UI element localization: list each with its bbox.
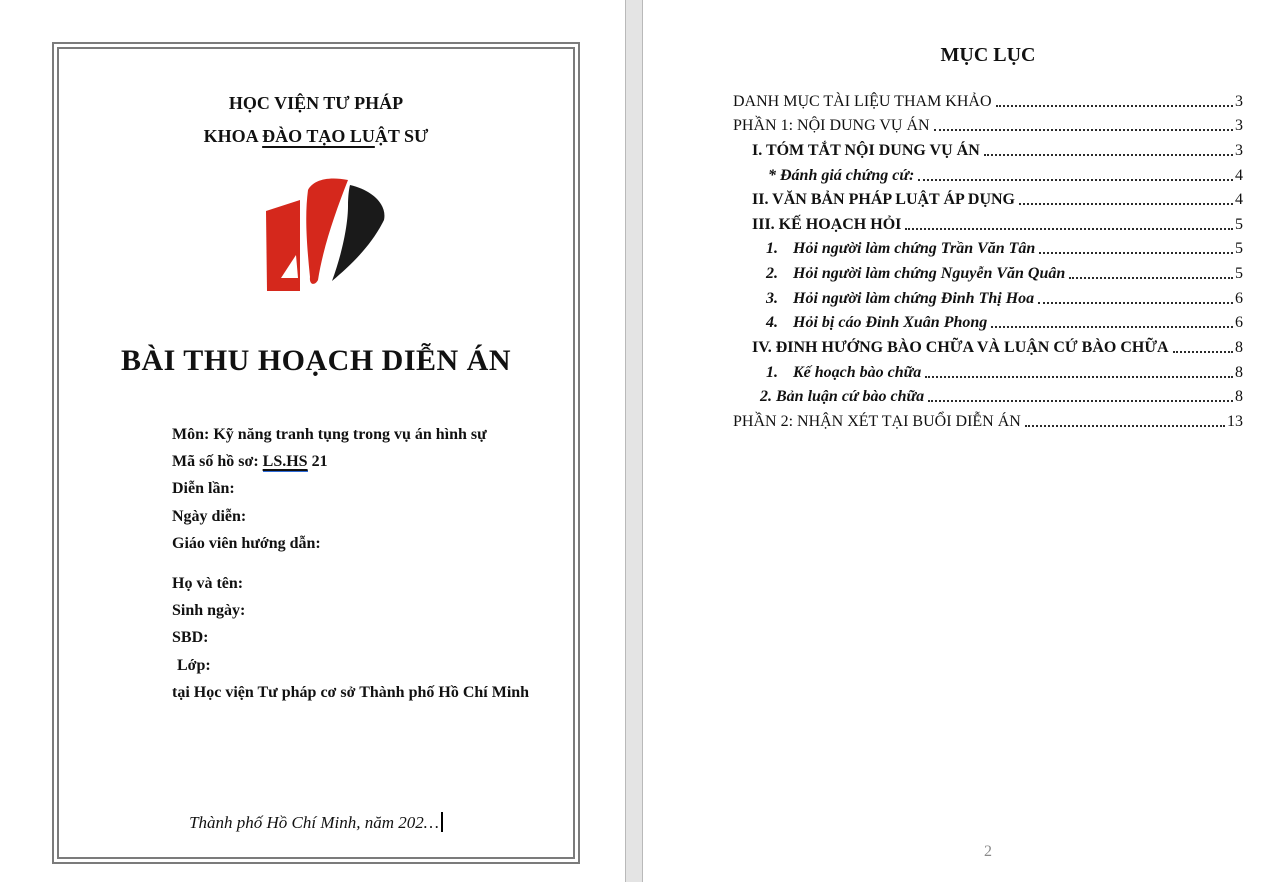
toc-entry-page: 8 (1235, 363, 1243, 381)
toc-entry-page: 5 (1235, 215, 1243, 233)
cover-field-line: Diễn lần: (172, 480, 235, 498)
dot-leader (925, 376, 1233, 378)
toc-entry-label: IV. ĐINH HƯỚNG BÀO CHỮA VÀ LUẬN CỨ BÀO CHỮA (752, 339, 1169, 357)
toc-entry-label: PHẦN 1: NỘI DUNG VỤ ÁN (733, 117, 930, 135)
dot-leader (918, 179, 1233, 181)
toc-entry-page: 6 (1235, 289, 1243, 307)
department-suffix: ẬT SƯ (374, 126, 429, 146)
toc-entry-page: 4 (1235, 191, 1243, 209)
toc-entry-label: Hỏi người làm chứng Trần Văn Tân (793, 240, 1036, 258)
toc-page[interactable] (643, 0, 1276, 882)
cover-page[interactable] (0, 0, 625, 882)
page-number: 2 (984, 843, 992, 860)
department-prefix: KHOA (203, 126, 263, 146)
toc-title: MỤC LỤC (940, 44, 1036, 66)
department-heading (52, 126, 580, 147)
toc-entry-label: DANH MỤC TÀI LIỆU THAM KHẢO (733, 92, 992, 110)
toc-entry-page: 13 (1227, 412, 1243, 430)
toc-entry-number: 1. (766, 363, 778, 381)
toc-entry-page: 8 (1235, 388, 1243, 406)
case-file-code: LS.HS (262, 453, 308, 471)
toc-entry[interactable] (733, 406, 1243, 431)
toc-entries (733, 86, 1243, 431)
cover-field-line: tại Học viện Tư pháp cơ sở Thành phố Hồ Chí Minh (172, 683, 530, 701)
cover-field-line: Sinh ngày: (172, 602, 246, 620)
dot-leader (1025, 425, 1225, 427)
dot-leader (996, 105, 1233, 107)
cover-field-line (172, 448, 487, 475)
dot-leader (928, 400, 1233, 402)
toc-entry[interactable] (760, 382, 1243, 407)
toc-entry[interactable] (752, 185, 1243, 210)
toc-entry-label: 2. Bản luận cứ bào chữa (760, 388, 925, 406)
page-gap-divider (625, 0, 643, 882)
toc-entry[interactable] (766, 357, 1243, 382)
toc-entry-label: Kế hoạch bào chữa (793, 363, 922, 381)
cover-field-line: Ngày diễn: (172, 507, 247, 525)
toc-entry[interactable] (766, 283, 1243, 308)
dot-leader (905, 228, 1233, 230)
cover-field-line: Họ và tên: (172, 575, 244, 592)
hoc-vien-tu-phap-logo (253, 168, 403, 303)
toc-entry[interactable] (752, 135, 1243, 160)
toc-entry-page: 3 (1235, 141, 1243, 159)
toc-entry[interactable] (752, 209, 1243, 234)
toc-entry-page: 3 (1235, 92, 1243, 110)
toc-entry[interactable] (768, 160, 1243, 185)
dot-leader (991, 326, 1233, 328)
toc-entry-label: III. KẾ HOẠCH HỎI (752, 215, 902, 233)
field-suffix: 21 (307, 453, 328, 471)
cover-field-line: SBD: (172, 629, 209, 647)
cover-field-line: Lớp: (177, 656, 211, 674)
cover-field-line: Giáo viên hướng dẫn: (172, 534, 321, 552)
dot-leader (1039, 252, 1233, 254)
cover-fields-primary (172, 421, 487, 557)
toc-entry-label: I. TÓM TẮT NỘI DUNG VỤ ÁN (752, 141, 980, 159)
cover-fields-secondary (172, 570, 529, 706)
field-label: Mã số hồ sơ: (172, 453, 263, 471)
toc-entry-page: 4 (1235, 166, 1243, 184)
toc-entry-label: Hỏi người làm chứng Đinh Thị Hoa (793, 289, 1035, 307)
toc-entry[interactable] (752, 332, 1243, 357)
toc-entry-label: II. VĂN BẢN PHÁP LUẬT ÁP DỤNG (752, 191, 1015, 209)
toc-entry[interactable] (733, 86, 1243, 111)
department-underlined: ĐÀO TẠO LU (262, 126, 375, 146)
cover-title: BÀI THU HOẠCH DIỄN ÁN (121, 344, 511, 377)
toc-entry-page: 5 (1235, 265, 1243, 283)
dot-leader (1069, 277, 1233, 279)
dot-leader (1038, 302, 1233, 304)
text-cursor (441, 812, 443, 832)
toc-entry[interactable] (733, 111, 1243, 136)
toc-entry-label: Hỏi người làm chứng Nguyễn Văn Quân (793, 265, 1066, 283)
dot-leader (1173, 351, 1233, 353)
cover-footer (52, 812, 580, 833)
toc-entry-number: 2. (766, 265, 778, 283)
toc-entry-label: Hỏi bị cáo Đinh Xuân Phong (793, 314, 988, 332)
dot-leader (934, 129, 1233, 131)
cover-footer-text: Thành phố Hồ Chí Minh, năm 202… (189, 813, 439, 832)
toc-entry-label: * Đánh giá chứng cứ: (768, 166, 915, 184)
toc-entry[interactable] (766, 308, 1243, 333)
toc-entry-number: 4. (766, 314, 778, 332)
toc-entry[interactable] (766, 234, 1243, 259)
toc-entry-label: PHẦN 2: NHẬN XÉT TẠI BUỔI DIỄN ÁN (733, 412, 1021, 430)
toc-entry-page: 3 (1235, 117, 1243, 135)
dot-leader (984, 154, 1233, 156)
cover-field-line: Môn: Kỹ năng tranh tụng trong vụ án hình sự (172, 426, 487, 443)
toc-entry-number: 1. (766, 240, 778, 258)
toc-entry[interactable] (766, 258, 1243, 283)
toc-entry-number: 3. (766, 289, 778, 307)
dot-leader (1019, 203, 1233, 205)
toc-entry-page: 8 (1235, 339, 1243, 357)
institution-heading: HỌC VIỆN TƯ PHÁP (228, 93, 404, 113)
toc-entry-page: 5 (1235, 240, 1243, 258)
toc-entry-page: 6 (1235, 314, 1243, 332)
